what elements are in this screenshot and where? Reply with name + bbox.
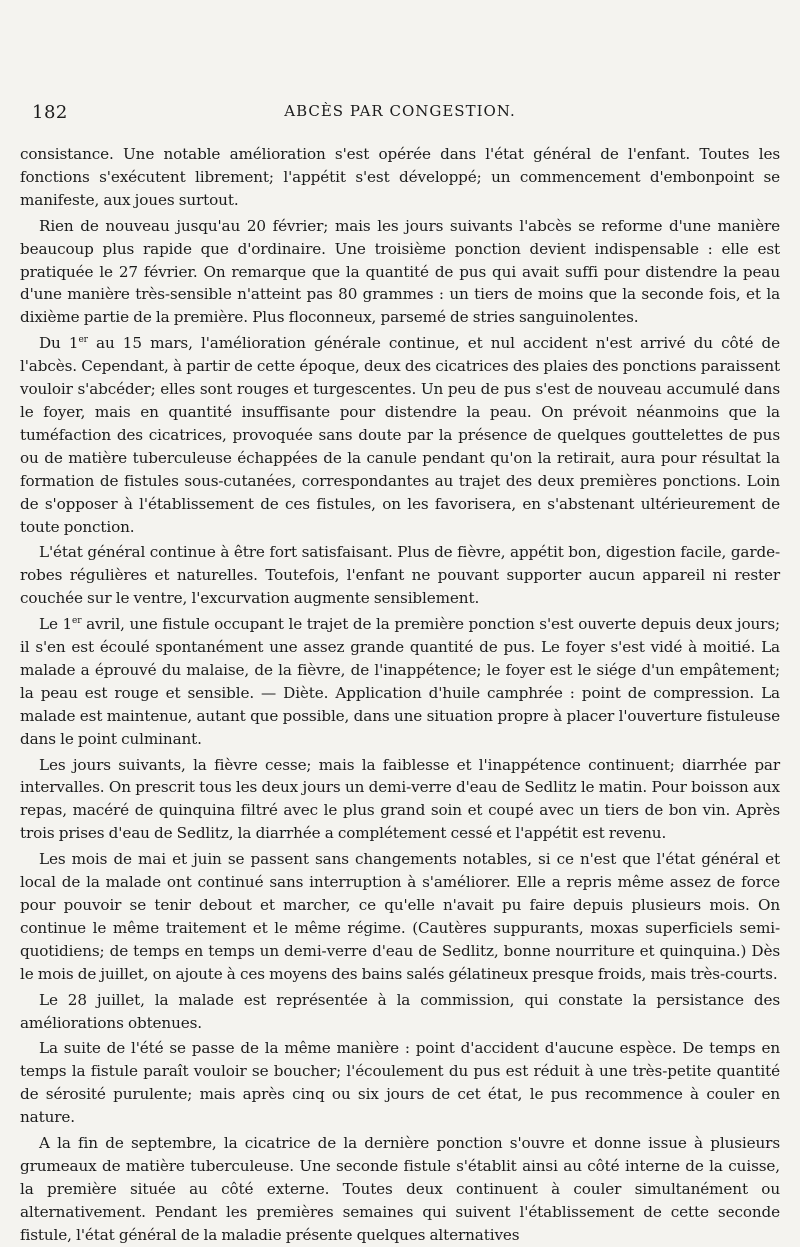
- superscript-er: er: [72, 616, 82, 627]
- page-header: [22, 100, 778, 128]
- paragraph-rest: au 15 mars, l'amélioration générale continue, et nul accident n'est arrivé du côté de l'abcès. Cependant, à partir de cette époque, deux des cicatrices des plaies des ponctions paraissent vouloir s'abcéder; elles sont rouges et turgescentes. Un peu de pus s'est de nouveau accumulé dans le foyer, mais en quantité insuffisante pour distendre la peau. On prévoit néanmoins que la tuméfaction des cicatrices, provoquée sans doute par la présence de quelques gouttelettes de pus ou de matière tuberculeuse échappées de la canule pendant qu'on la retirait, aura pour résultat la formation de fistules sous-cutanées, correspondantes au trajet des deux premières ponctions. Loin de s'opposer à l'établissement de ces fistules, on les favorisera, en s'abstenant ultérieurement de toute ponction.: [20, 334, 781, 536]
- paragraph: Les mois de mai et juin se passent sans changements notables, si ce n'est que l'état général et local de la malade ont continué sans interruption à s'améliorer. Elle a repris même assez de force pour pouvoir se tenir debout et marcher, ce qu'elle n'avait pu faire depuis plusieurs mois. On continue le même traitement et le même régime. (Cautères suppurants, moxas superficiels semi-quotidiens; de temps en temps un demi-verre d'eau de Sedlitz, bonne nourriture et quinquina.) Dès le mois de juillet, on ajoute à ces moyens des bains salés gélatineux presque froids, mais très-courts.: [20, 850, 780, 983]
- page-number: 182: [32, 102, 68, 123]
- paragraph-lead: Le 1: [39, 615, 73, 634]
- paragraph-rest: avril, une fistule occupant le trajet de la première ponction s'est ouverte depuis deux jours; il s'en est écoulé spontanément une assez grande quantité de pus. Le foyer s'est vidé à moitié. La malade a éprouvé du malaise, de la fièvre, de l'inappétence; le foyer est le siége d'un empâtement; la peau est rouge et sensible. — Diète. Application d'huile camphrée : point de compression. La malade est maintenue, autant que possible, dans une situation propre à placer l'ouverture fistuleuse dans le point culminant.: [20, 615, 780, 748]
- paragraph: L'état général continue à être fort satisfaisant. Plus de fièvre, appétit bon, digestion facile, garde-robes régulières et naturelles. Toutefois, l'enfant ne pouvant supporter aucun appareil ni rester couchée sur le ventre, l'excurvation augmente sensiblement.: [20, 543, 780, 608]
- body-text: [20, 143, 780, 1247]
- paragraph-continued: consistance. Une notable amélioration s'est opérée dans l'état général de l'enfant. Toutes les fonctions s'exécutent librement; l'appétit s'est développé; un commencement d'embonpoint se manifeste, aux joues surtout.: [20, 145, 780, 209]
- paragraph: La suite de l'été se passe de la même manière : point d'accident d'aucune espèce. De temps en temps la fistule paraît vouloir se boucher; l'écoulement du pus est réduit à une très-petite quantité de sérosité purulente; mais après cinq ou six jours de cet état, le pus recommence à couler en nature.: [20, 1039, 780, 1127]
- paragraph: Rien de nouveau jusqu'au 20 février; mais les jours suivants l'abcès se reforme d'une manière beaucoup plus rapide que d'ordinaire. Une troisième ponction devient indispensable : elle est pratiquée le 27 février. On remarque que la quantité de pus qui avait suffi pour distendre la peau d'une manière très-sensible n'atteint pas 80 grammes : un tiers de moins que la seconde fois, et la dixième partie de la première. Plus floconneux, parsemé de stries sanguinolentes.: [20, 216, 780, 327]
- paragraph: Le 28 juillet, la malade est représentée à la commission, qui constate la persistance des améliorations obtenues.: [20, 990, 780, 1032]
- paragraph: [20, 613, 780, 750]
- paragraph-lead: Du 1: [39, 334, 79, 353]
- paragraph: A la fin de septembre, la cicatrice de la dernière ponction s'ouvre et donne issue à plusieurs grumeaux de matière tuberculeuse. Une seconde fistule s'établit ainsi au côté interne de la cuisse, la première située au côté externe. Toutes deux continuent à couler simultanément ou alternativement. Pendant les premières semaines qui suivent l'établissement de cette seconde fistule, l'état général de la maladie présente quelques alternatives: [20, 1134, 780, 1244]
- running-title: ABCÈS PAR CONGESTION.: [284, 102, 516, 120]
- paragraph: [20, 332, 780, 538]
- superscript-er: er: [78, 335, 88, 346]
- paragraph: Les jours suivants, la fièvre cesse; mais la faiblesse et l'inappétence continuent; diarrhée par intervalles. On prescrit tous les deux jours un demi-verre d'eau de Sedlitz le matin. Pour boisson aux repas, macéré de quinquina filtré avec le plus grand soin et coupé avec un tiers de bon vin. Après trois prises d'eau de Sedlitz, la diarrhée a complétement cessé et l'appétit est revenu.: [20, 755, 780, 843]
